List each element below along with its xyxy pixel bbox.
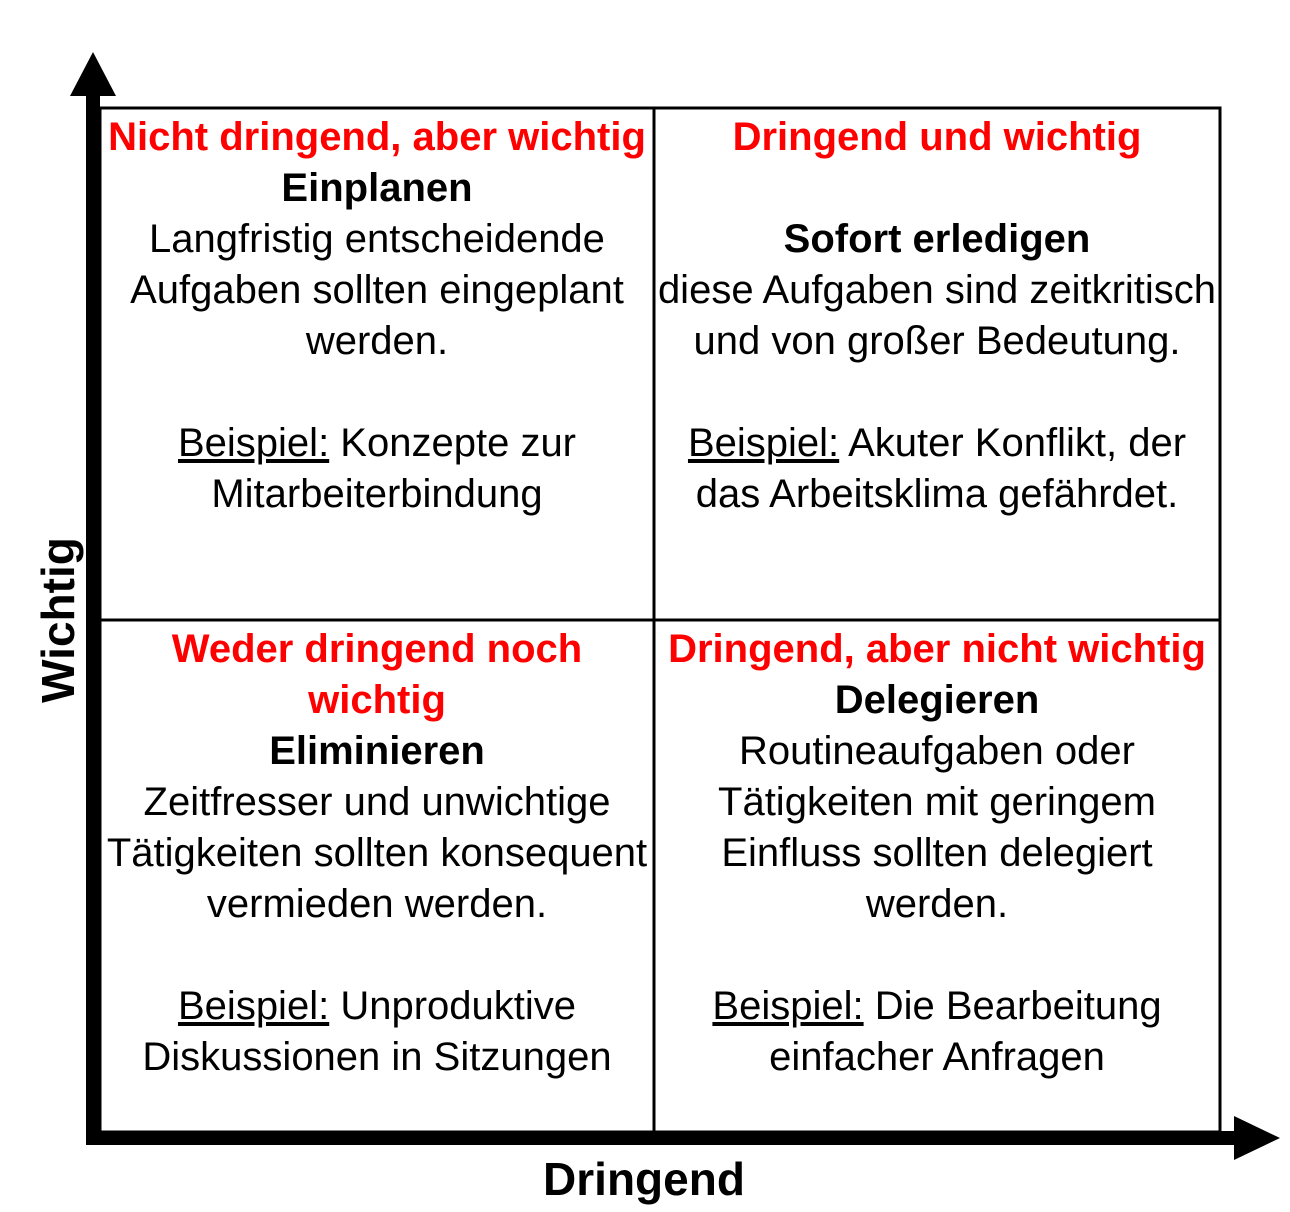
example-text: Unproduktive Diskussionen in Sitzungen	[142, 984, 612, 1079]
quadrant-description: diese Aufgaben sind zeitkritisch und von großer Bedeutung.	[657, 268, 1217, 363]
quadrant-action: Delegieren	[834, 678, 1040, 722]
quadrant-top-right	[654, 108, 1220, 620]
y-axis-arrow-icon	[70, 52, 116, 96]
quadrant-description: Routineaufgaben oder Tätigkeiten mit geringem Einfluss sollten delegiert werden.	[718, 729, 1156, 926]
quadrant-bottom-left	[100, 620, 654, 1132]
quadrant-example	[654, 418, 1220, 520]
quadrant-heading: Dringend und wichtig	[732, 115, 1142, 159]
quadrant-action: Einplanen	[281, 166, 473, 210]
quadrant-heading: Weder dringend noch wichtig	[171, 627, 583, 722]
example-text: Die Bearbeitung einfacher Anfragen	[769, 984, 1162, 1079]
quadrant-heading: Nicht dringend, aber wichtig	[108, 115, 646, 159]
quadrant-description: Zeitfresser und unwichtige Tätigkeiten sollten konsequent vermieden werden.	[106, 780, 648, 926]
quadrant-bottom-right	[654, 620, 1220, 1132]
example-label: Beispiel:	[687, 421, 840, 465]
example-label: Beispiel:	[712, 984, 864, 1028]
quadrant-action: Eliminieren	[269, 729, 485, 773]
example-label: Beispiel:	[178, 984, 330, 1028]
quadrant-example	[654, 981, 1220, 1083]
y-axis-label: Wichtig	[32, 537, 84, 703]
quadrant-top-left	[100, 108, 654, 620]
quadrant-description: Langfristig entscheidende Aufgaben sollten eingeplant werden.	[130, 217, 624, 363]
quadrant-example	[100, 981, 654, 1083]
x-axis-label: Dringend	[543, 1153, 745, 1205]
example-text: Akuter Konflikt, der das Arbeitsklima gefährdet.	[695, 421, 1187, 516]
quadrant-heading: Dringend, aber nicht wichtig	[668, 627, 1206, 671]
example-text: Konzepte zur Mitarbeiterbindung	[211, 421, 577, 516]
quadrant-example	[100, 418, 654, 520]
x-axis-arrow-icon	[1234, 1116, 1280, 1160]
example-label: Beispiel:	[177, 421, 330, 465]
quadrant-action: Sofort erledigen	[783, 217, 1091, 261]
